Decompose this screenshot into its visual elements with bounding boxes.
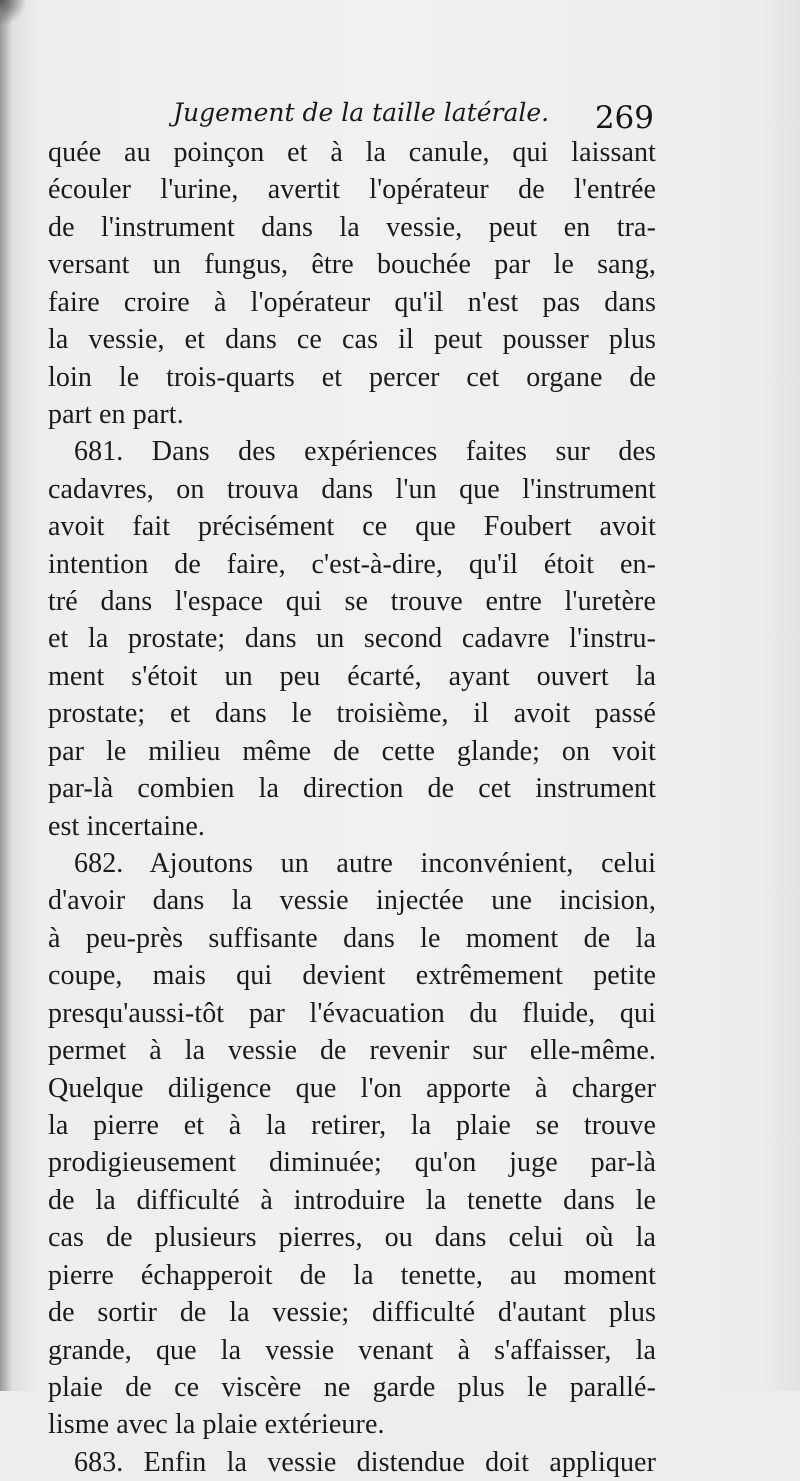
- text-line: loin le trois-quarts et percer cet organe de: [48, 361, 656, 393]
- text-line: quée au poinçon et à la canule, qui laissant: [48, 137, 656, 168]
- text-line: est incertaine.: [48, 810, 205, 842]
- text-line: intention de faire, c'est-à-dire, qu'il étoit en-: [48, 548, 656, 580]
- text-line: la pierre et à la retirer, la plaie se trouve: [48, 1109, 656, 1141]
- text-line: cas de plusieurs pierres, ou dans celui où la: [48, 1222, 656, 1254]
- text-line: et la prostate; dans un second cadavre l'instru-: [48, 623, 656, 655]
- text-line: de la difficulté à introduire la tenette dans le: [48, 1184, 656, 1216]
- text-line: la vessie, et dans ce cas il peut pousser plus: [48, 324, 656, 356]
- running-head: Jugement de la taille latérale.: [173, 98, 550, 127]
- text-line: permet à la vessie de revenir sur elle-même.: [48, 1035, 656, 1067]
- page-binding-shadow: [0, 0, 12, 1391]
- text-line: tré dans l'espace qui se trouve entre l'uretère: [48, 586, 656, 618]
- body-text: [48, 134, 656, 1481]
- text-line: faire croire à l'opérateur qu'il n'est pas dans: [48, 286, 656, 318]
- text-line: Quelque diligence que l'on apporte à charger: [48, 1072, 656, 1104]
- text-line: part en part.: [48, 398, 184, 430]
- text-line: lisme avec la plaie extérieure.: [48, 1409, 385, 1441]
- text-line: par le milieu même de cette glande; on voit: [48, 735, 656, 767]
- page-number: 269: [594, 100, 654, 136]
- text-line: de sortir de la vessie; difficulté d'autant plus: [48, 1297, 656, 1329]
- text-line: pierre échapperoit de la tenette, au moment: [48, 1259, 656, 1291]
- text-line: avoit fait précisément ce que Foubert avoit: [48, 511, 656, 543]
- text-line: à peu-près suffisante dans le moment de la: [48, 922, 656, 954]
- text-line: cadavres, on trouva dans l'un que l'instrument: [48, 473, 656, 505]
- text-line: ment s'étoit un peu écarté, ayant ouvert la: [48, 660, 656, 692]
- text-line: grande, que la vessie venant à s'affaisser, la: [48, 1334, 656, 1366]
- text-line: presqu'aussi-tôt par l'évacuation du fluide, qui: [48, 997, 656, 1029]
- paragraph-681-start: 681. Dans des expériences faites sur des: [74, 436, 656, 468]
- text-line: versant un fungus, être bouchée par le sang,: [48, 249, 656, 281]
- text-line: écouler l'urine, avertit l'opérateur de l'entrée: [48, 174, 656, 206]
- text-line: prostate; et dans le troisième, il avoit passé: [48, 698, 656, 730]
- paragraph-683-start: 683. Enfin la vessie distendue doit appliquer: [74, 1446, 656, 1478]
- paragraph-682-start: 682. Ajoutons un autre inconvénient, celui: [74, 848, 656, 880]
- text-line: de l'instrument dans la vessie, peut en tra-: [48, 211, 656, 243]
- page-corner-stain: [0, 0, 26, 26]
- text-line: d'avoir dans la vessie injectée une incision,: [48, 885, 656, 917]
- text-line: par-là combien la direction de cet instrument: [48, 773, 656, 805]
- text-line: coupe, mais qui devient extrêmement petite: [48, 960, 656, 992]
- text-line: prodigieusement diminuée; qu'on juge par-là: [48, 1147, 656, 1179]
- text-line: plaie de ce viscère ne garde plus le parallé-: [48, 1371, 656, 1403]
